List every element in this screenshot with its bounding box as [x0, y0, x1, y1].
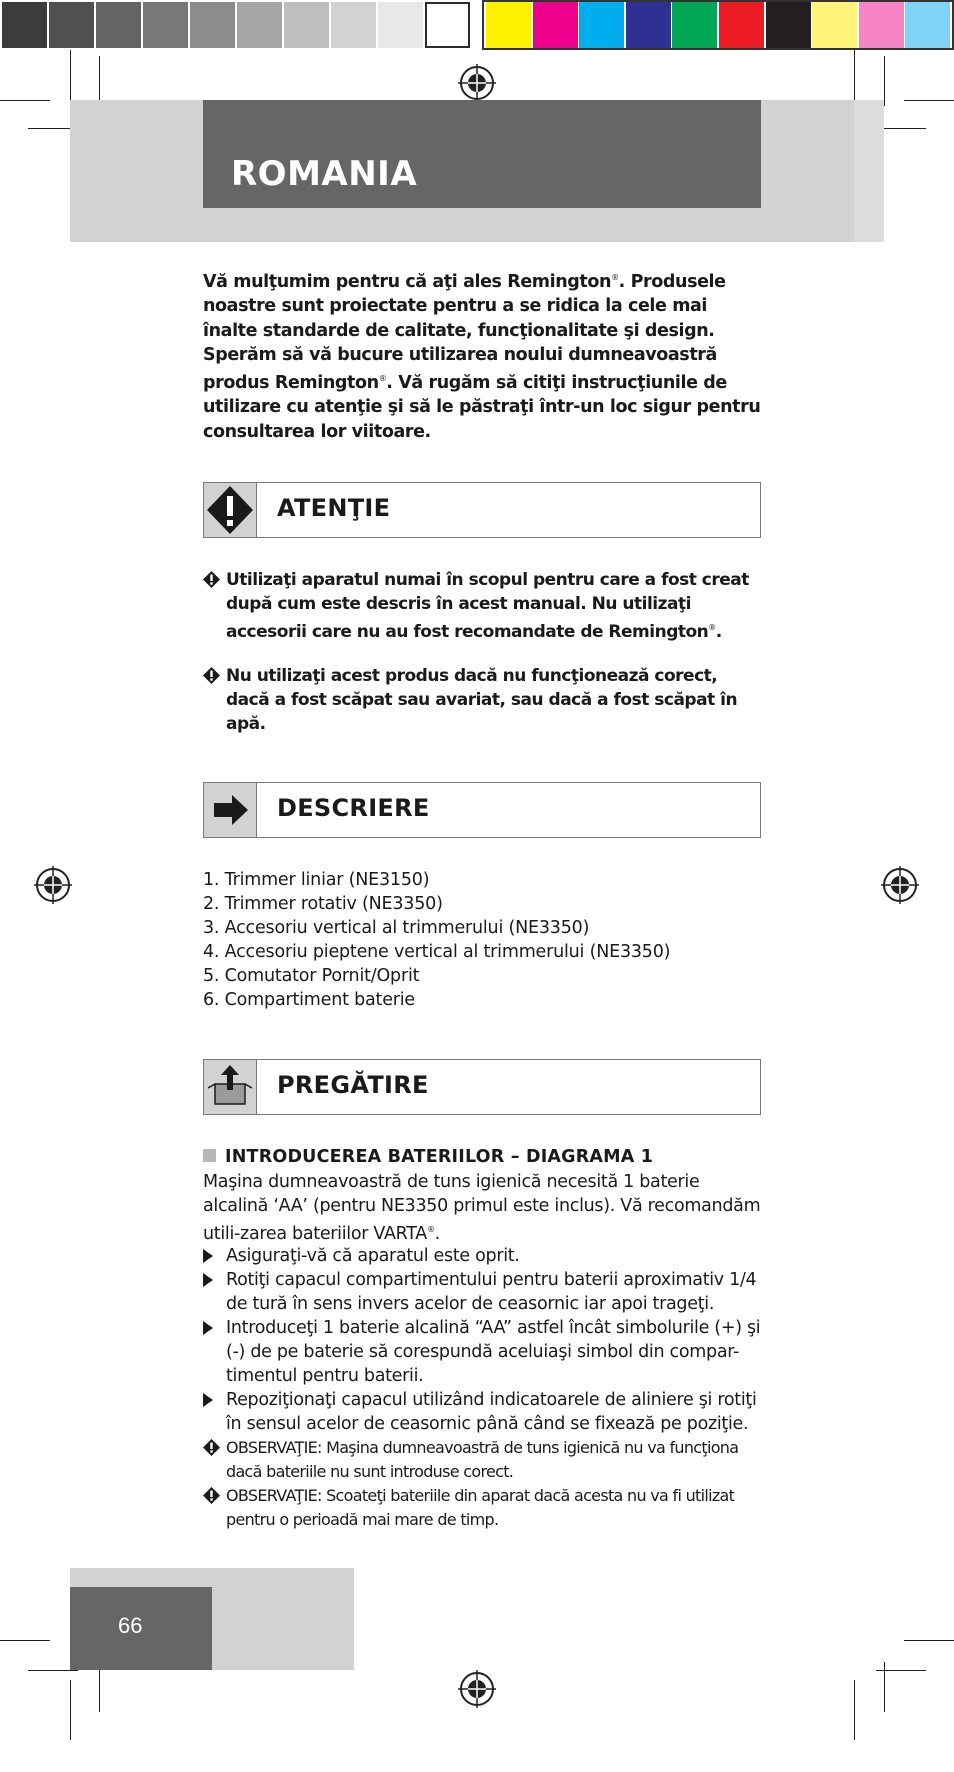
crop-mark: [0, 100, 50, 101]
battery-step: [203, 1268, 763, 1316]
registration-mark-icon: [881, 866, 919, 904]
intro-paragraph: [203, 266, 763, 444]
subsection-heading: [203, 1147, 653, 1167]
battery-step: [203, 1316, 763, 1388]
process-color-swatch: [672, 2, 717, 48]
battery-note-text: OBSERVAŢIE: Scoateţi bateriile din aparat dacă acesta nu va fi utilizat pentru o perioadă mai mare de timp.: [226, 1486, 735, 1529]
battery-step-text: Introduceţi 1 baterie alcalină “AA” astfel încât simbolurile (+) şi (-) de pe baterie să corespundă aceluiaşi simbol din compar-timentul pentru baterii.: [226, 1318, 761, 1386]
crop-mark: [70, 1680, 71, 1740]
battery-steps-list: [203, 1244, 763, 1532]
warning-item: [203, 664, 763, 736]
process-color-swatch: [766, 2, 811, 48]
crop-mark: [99, 56, 100, 106]
section-title: ATENŢIE: [277, 494, 391, 522]
battery-step: [203, 1388, 763, 1436]
gray-swatch: [284, 2, 329, 48]
crop-mark: [70, 50, 71, 100]
registered-mark: ®: [378, 374, 387, 384]
process-color-swatch: [719, 2, 764, 48]
crop-mark: [0, 1640, 50, 1641]
registered-mark: ®: [708, 623, 716, 632]
crop-mark: [854, 50, 855, 100]
section-icon-cell: [204, 1060, 257, 1114]
registration-mark-icon: [458, 1670, 496, 1708]
battery-step-text: Asiguraţi-vă că aparatul este oprit.: [226, 1246, 520, 1266]
subsection-heading-text: INTRODUCEREA BATERIILOR – DIAGRAMA 1: [225, 1147, 654, 1167]
process-color-swatch: [905, 2, 950, 48]
page-title: ROMANIA: [231, 154, 418, 194]
gray-swatch: [190, 2, 235, 48]
triangle-bullet-icon: [203, 1249, 213, 1263]
section-preparation: [203, 1059, 761, 1115]
section-title: DESCRIERE: [277, 794, 430, 822]
gray-swatch: [143, 2, 188, 48]
description-item: 2. Trimmer rotativ (NE3350): [203, 894, 443, 914]
warning-text: Utilizaţi aparatul numai în scopul pentru care a fost creat după cum este descris în acest manual. Nu utilizaţi accesorii care nu au fost recomandate de Remington: [226, 570, 749, 642]
warning-diamond-icon: [204, 483, 256, 537]
warning-bullet-icon: [203, 667, 220, 684]
process-color-swatch: [486, 2, 531, 48]
battery-note: [203, 1484, 763, 1532]
registered-mark: ®: [611, 273, 619, 282]
process-color-swatch: [812, 2, 857, 48]
battery-note: [203, 1436, 763, 1484]
crop-mark: [884, 56, 885, 106]
arrow-right-icon: [204, 783, 256, 837]
heading-square-icon: [203, 1149, 216, 1162]
triangle-bullet-icon: [203, 1393, 213, 1407]
registered-mark: ®: [426, 1225, 435, 1234]
registration-mark-icon: [458, 64, 496, 102]
description-item: 1. Trimmer liniar (NE3150): [203, 870, 430, 890]
footer-box: [70, 1587, 212, 1670]
box-arrow-up-icon: [204, 1060, 256, 1114]
battery-step-text: Repoziţionaţi capacul utilizând indicatoarele de aliniere şi rotiţi în sensul acelor de ceasornic până când se fixează pe poziţie.: [226, 1390, 757, 1434]
description-item: 4. Accesoriu pieptene vertical al trimmerului (NE3350): [203, 942, 671, 962]
warning-bullet-icon: [203, 1439, 220, 1456]
battery-intro-text: Maşina dumneavoastră de tuns igienică necesită 1 baterie alcalină ‘AA’ (pentru NE3350 primul este inclus). Vă recomandăm utili-zarea bateriilor VARTA: [203, 1172, 761, 1244]
section-icon-cell: [204, 783, 257, 837]
gray-swatch: [2, 2, 47, 48]
description-item: 5. Comutator Pornit/Oprit: [203, 966, 420, 986]
process-color-swatch: [533, 2, 578, 48]
section-icon-cell: [204, 483, 257, 537]
registration-mark-icon: [34, 866, 72, 904]
warning-bullet-icon: [203, 571, 220, 588]
process-color-swatch: [859, 2, 904, 48]
section-description: [203, 782, 761, 838]
description-list: [203, 868, 670, 1012]
battery-intro-paragraph: [203, 1170, 763, 1246]
gray-swatch: [425, 2, 470, 48]
intro-text-1: Vă mulţumim pentru că aţi ales Remington: [203, 272, 612, 292]
crop-mark: [854, 1680, 855, 1740]
intro-text-2: . Produsele noastre sunt proiectate pentru a se ridica la cele mai înalte standarde de calitate, funcţionalitate şi design. Sperăm să vă bucure utilizarea noului dumneavoastră produs Remington: [203, 272, 726, 394]
process-color-swatch: [579, 2, 624, 48]
print-color-bar: [0, 0, 954, 50]
warning-text: Nu utilizaţi acest produs dacă nu funcţionează corect, dacă a fost scăpat sau avariat, sau dacă a fost scăpat în apă.: [226, 666, 738, 734]
process-color-swatch: [626, 2, 671, 48]
gray-swatch: [331, 2, 376, 48]
battery-step: [203, 1244, 763, 1268]
gray-swatch: [49, 2, 94, 48]
intro-text-3: . Vă rugăm să citiţi instrucţiunile de utilizare cu atenţie şi să le păstraţi într-un loc sigur pentru consultarea lor viitoare.: [203, 373, 761, 442]
warning-bullet-icon: [203, 1487, 220, 1504]
crop-mark: [884, 1662, 885, 1712]
section-caution: [203, 482, 761, 538]
crop-mark: [904, 100, 954, 101]
crop-mark: [28, 1670, 78, 1671]
gray-swatch: [378, 2, 423, 48]
battery-intro-text-end: .: [434, 1224, 440, 1244]
title-box: [203, 100, 761, 208]
crop-mark: [904, 1640, 954, 1641]
description-item: 6. Compartiment baterie: [203, 990, 415, 1010]
warning-text-end: .: [715, 622, 722, 642]
description-item: 3. Accesoriu vertical al trimmerului (NE3350): [203, 918, 590, 938]
gray-swatch: [237, 2, 282, 48]
triangle-bullet-icon: [203, 1321, 213, 1335]
page-number: 66: [118, 1613, 143, 1638]
battery-step-text: Rotiţi capacul compartimentului pentru baterii aproximativ 1/4 de tură în sens invers acelor de ceasornic iar apoi trageţi.: [226, 1270, 757, 1314]
color-bar-gap: [470, 2, 482, 48]
header-band-edge: [854, 100, 884, 242]
section-title: PREGĂTIRE: [277, 1071, 429, 1099]
warning-item: [203, 568, 763, 644]
gray-swatch: [96, 2, 141, 48]
triangle-bullet-icon: [203, 1273, 213, 1287]
battery-note-text: OBSERVAŢIE: Maşina dumneavoastră de tuns igienică nu va funcţiona dacă bateriile nu sunt introduse corect.: [226, 1438, 739, 1481]
